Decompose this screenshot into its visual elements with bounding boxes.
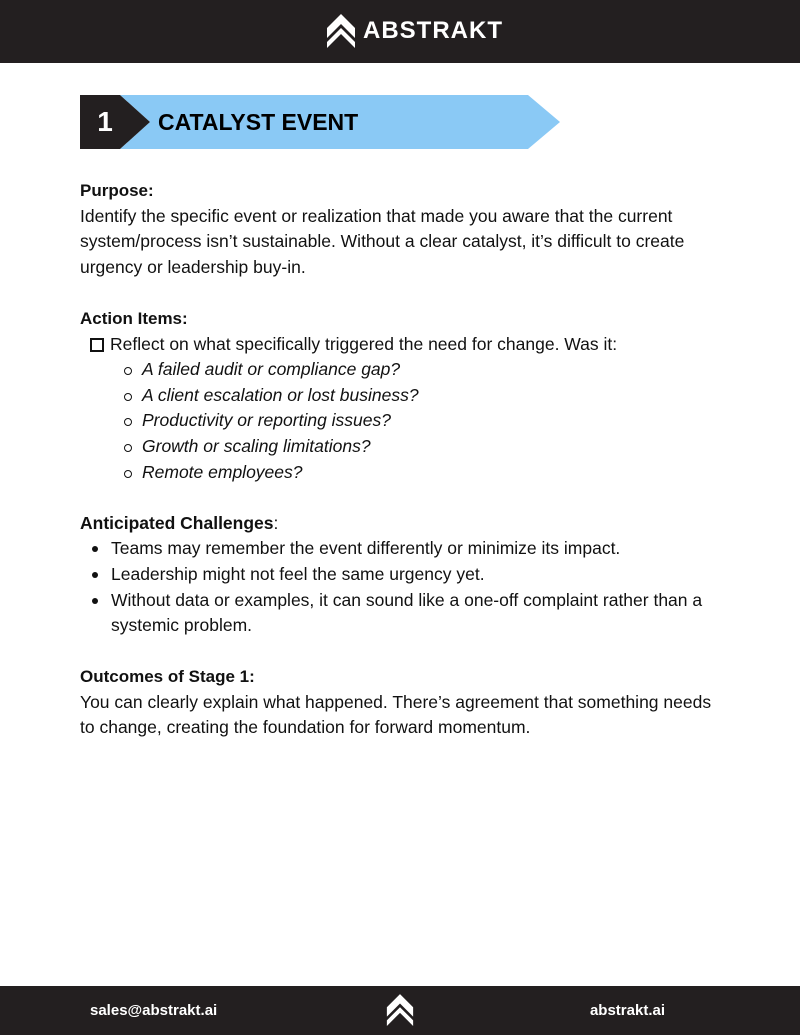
page-header	[0, 0, 800, 63]
challenges-heading: Anticipated Challenges	[80, 512, 274, 533]
list-item: Without data or examples, it can sound like a one-off complaint rather than a systemic problem.	[92, 588, 730, 639]
list-item: A client escalation or lost business?	[124, 383, 730, 409]
list-item: A failed audit or compliance gap?	[124, 357, 730, 383]
challenges-list	[80, 536, 730, 638]
footer-website-link[interactable]: abstrakt.ai	[589, 1002, 665, 1019]
action-items-heading: Action Items:	[80, 308, 188, 328]
list-item: Leadership might not feel the same urgency yet.	[92, 562, 730, 588]
list-item: Growth or scaling limitations?	[124, 434, 730, 460]
checkbox-label: Reflect on what specifically triggered the need for change. Was it:	[110, 333, 618, 354]
abstrakt-logo-icon	[385, 992, 415, 1028]
brand	[325, 12, 503, 50]
outcomes-text: You can clearly explain what happened. There’s agreement that something needs to change, creating the foundation for forward momentum.	[80, 691, 712, 738]
page-content	[80, 178, 730, 741]
page-footer	[0, 986, 800, 1035]
section-banner	[80, 95, 560, 149]
purpose-text: Identify the specific event or realization that made you aware that the current system/process isn’t sustainable. Without a clear catalyst, it’s difficult to create urgency or leadership buy-in.	[80, 205, 685, 277]
action-checkbox-item[interactable]	[80, 332, 730, 358]
section-title: CATALYST EVENT	[158, 108, 359, 135]
outcomes-heading: Outcomes of Stage 1:	[80, 667, 255, 687]
list-item: Teams may remember the event differently or minimize its impact.	[92, 536, 730, 562]
list-item: Productivity or reporting issues?	[124, 408, 730, 434]
section-number: 1	[97, 106, 113, 137]
trigger-list	[80, 357, 730, 485]
challenges-colon: :	[273, 512, 279, 533]
list-item: Remote employees?	[124, 460, 730, 486]
footer-email-link[interactable]: sales@abstrakt.ai	[90, 1002, 218, 1019]
purpose-heading: Purpose:	[80, 181, 154, 200]
brand-name: ABSTRAKT	[363, 17, 503, 44]
abstrakt-logo-icon	[325, 12, 357, 50]
challenges-heading-line	[80, 511, 730, 537]
checkbox-icon[interactable]	[90, 338, 104, 352]
